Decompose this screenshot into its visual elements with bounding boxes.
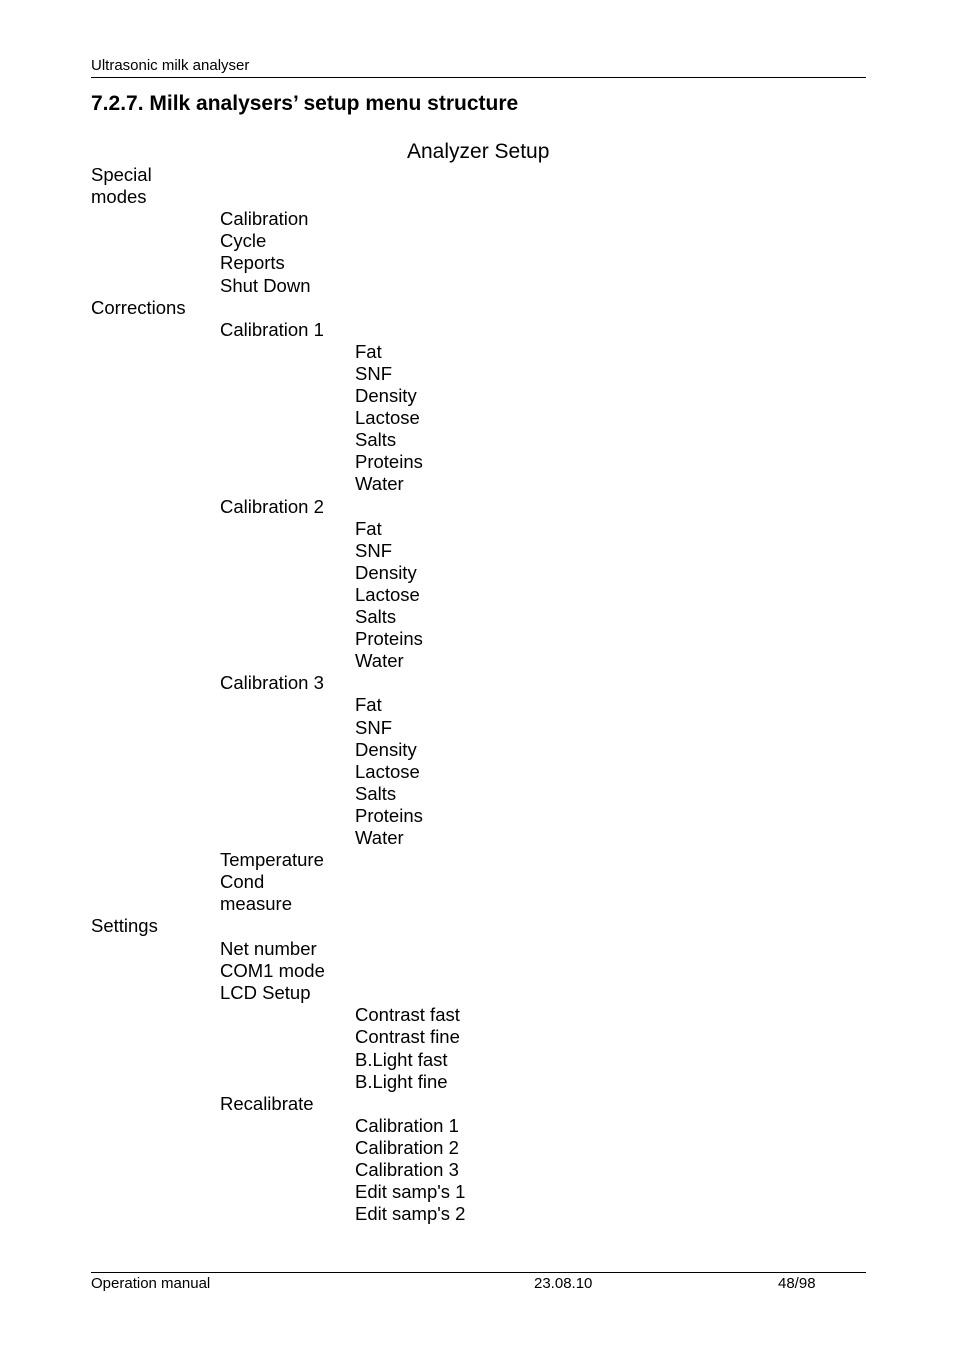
menu-item-level-2: Net number [220,938,317,959]
menu-item-level-3: Calibration 1 [355,1115,459,1136]
menu-item-level-3: Calibration 2 [355,1137,459,1158]
menu-item-level-3: Salts [355,429,397,450]
menu-item-level-3: Proteins [355,628,423,649]
menu-item-level-3: Proteins [355,805,423,826]
menu-tree-title: Analyzer Setup [407,140,550,163]
footer-divider [91,1272,866,1273]
menu-item-level-2: measure [220,893,292,914]
menu-item-level-3: Contrast fine [355,1026,460,1047]
menu-item-level-2: Cycle [220,230,267,251]
menu-item-level-3: Water [355,473,404,494]
header-title: Ultrasonic milk analyser [91,57,250,74]
menu-item-level-3: Fat [355,341,382,362]
menu-item-level-3: Water [355,827,404,848]
menu-item-level-3: Density [355,562,417,583]
header-divider [91,77,866,78]
menu-item-level-3: B.Light fast [355,1049,448,1070]
menu-item-level-1: Special [91,164,152,185]
menu-item-level-2: Cond [220,871,265,892]
menu-item-level-3: Water [355,650,404,671]
menu-item-level-3: Density [355,739,417,760]
menu-item-level-3: SNF [355,363,392,384]
menu-item-level-2: LCD Setup [220,982,311,1003]
footer-doc-name: Operation manual [91,1275,211,1292]
menu-item-level-3: Lactose [355,407,420,428]
menu-item-level-3: Salts [355,783,397,804]
menu-item-level-2: Calibration 3 [220,672,324,693]
menu-item-level-3: Fat [355,694,382,715]
menu-item-level-1: Corrections [91,297,186,318]
menu-item-level-2: Recalibrate [220,1093,314,1114]
menu-item-level-3: Fat [355,518,382,539]
menu-item-level-2: Reports [220,252,285,273]
menu-item-level-3: Lactose [355,584,420,605]
menu-item-level-3: B.Light fine [355,1071,448,1092]
menu-item-level-3: SNF [355,717,392,738]
menu-item-level-3: Salts [355,606,397,627]
menu-item-level-3: Calibration 3 [355,1159,459,1180]
footer-date: 23.08.10 [534,1275,593,1292]
menu-item-level-2: Calibration 2 [220,496,324,517]
menu-item-level-2: Calibration 1 [220,319,324,340]
menu-item-level-3: Proteins [355,451,423,472]
menu-item-level-2: Calibration [220,208,309,229]
menu-item-level-1: Settings [91,915,158,936]
menu-item-level-3: Edit samp's 1 [355,1181,466,1202]
menu-item-level-1: modes [91,186,147,207]
menu-item-level-3: SNF [355,540,392,561]
menu-item-level-3: Density [355,385,417,406]
menu-item-level-3: Edit samp's 2 [355,1203,466,1224]
menu-item-level-2: Temperature [220,849,324,870]
menu-item-level-3: Lactose [355,761,420,782]
section-title: 7.2.7. Milk analysers’ setup menu structure [91,92,519,115]
menu-item-level-2: Shut Down [220,275,311,296]
menu-item-level-3: Contrast fast [355,1004,460,1025]
footer-page-number: 48/98 [778,1275,816,1292]
menu-item-level-2: COM1 mode [220,960,325,981]
